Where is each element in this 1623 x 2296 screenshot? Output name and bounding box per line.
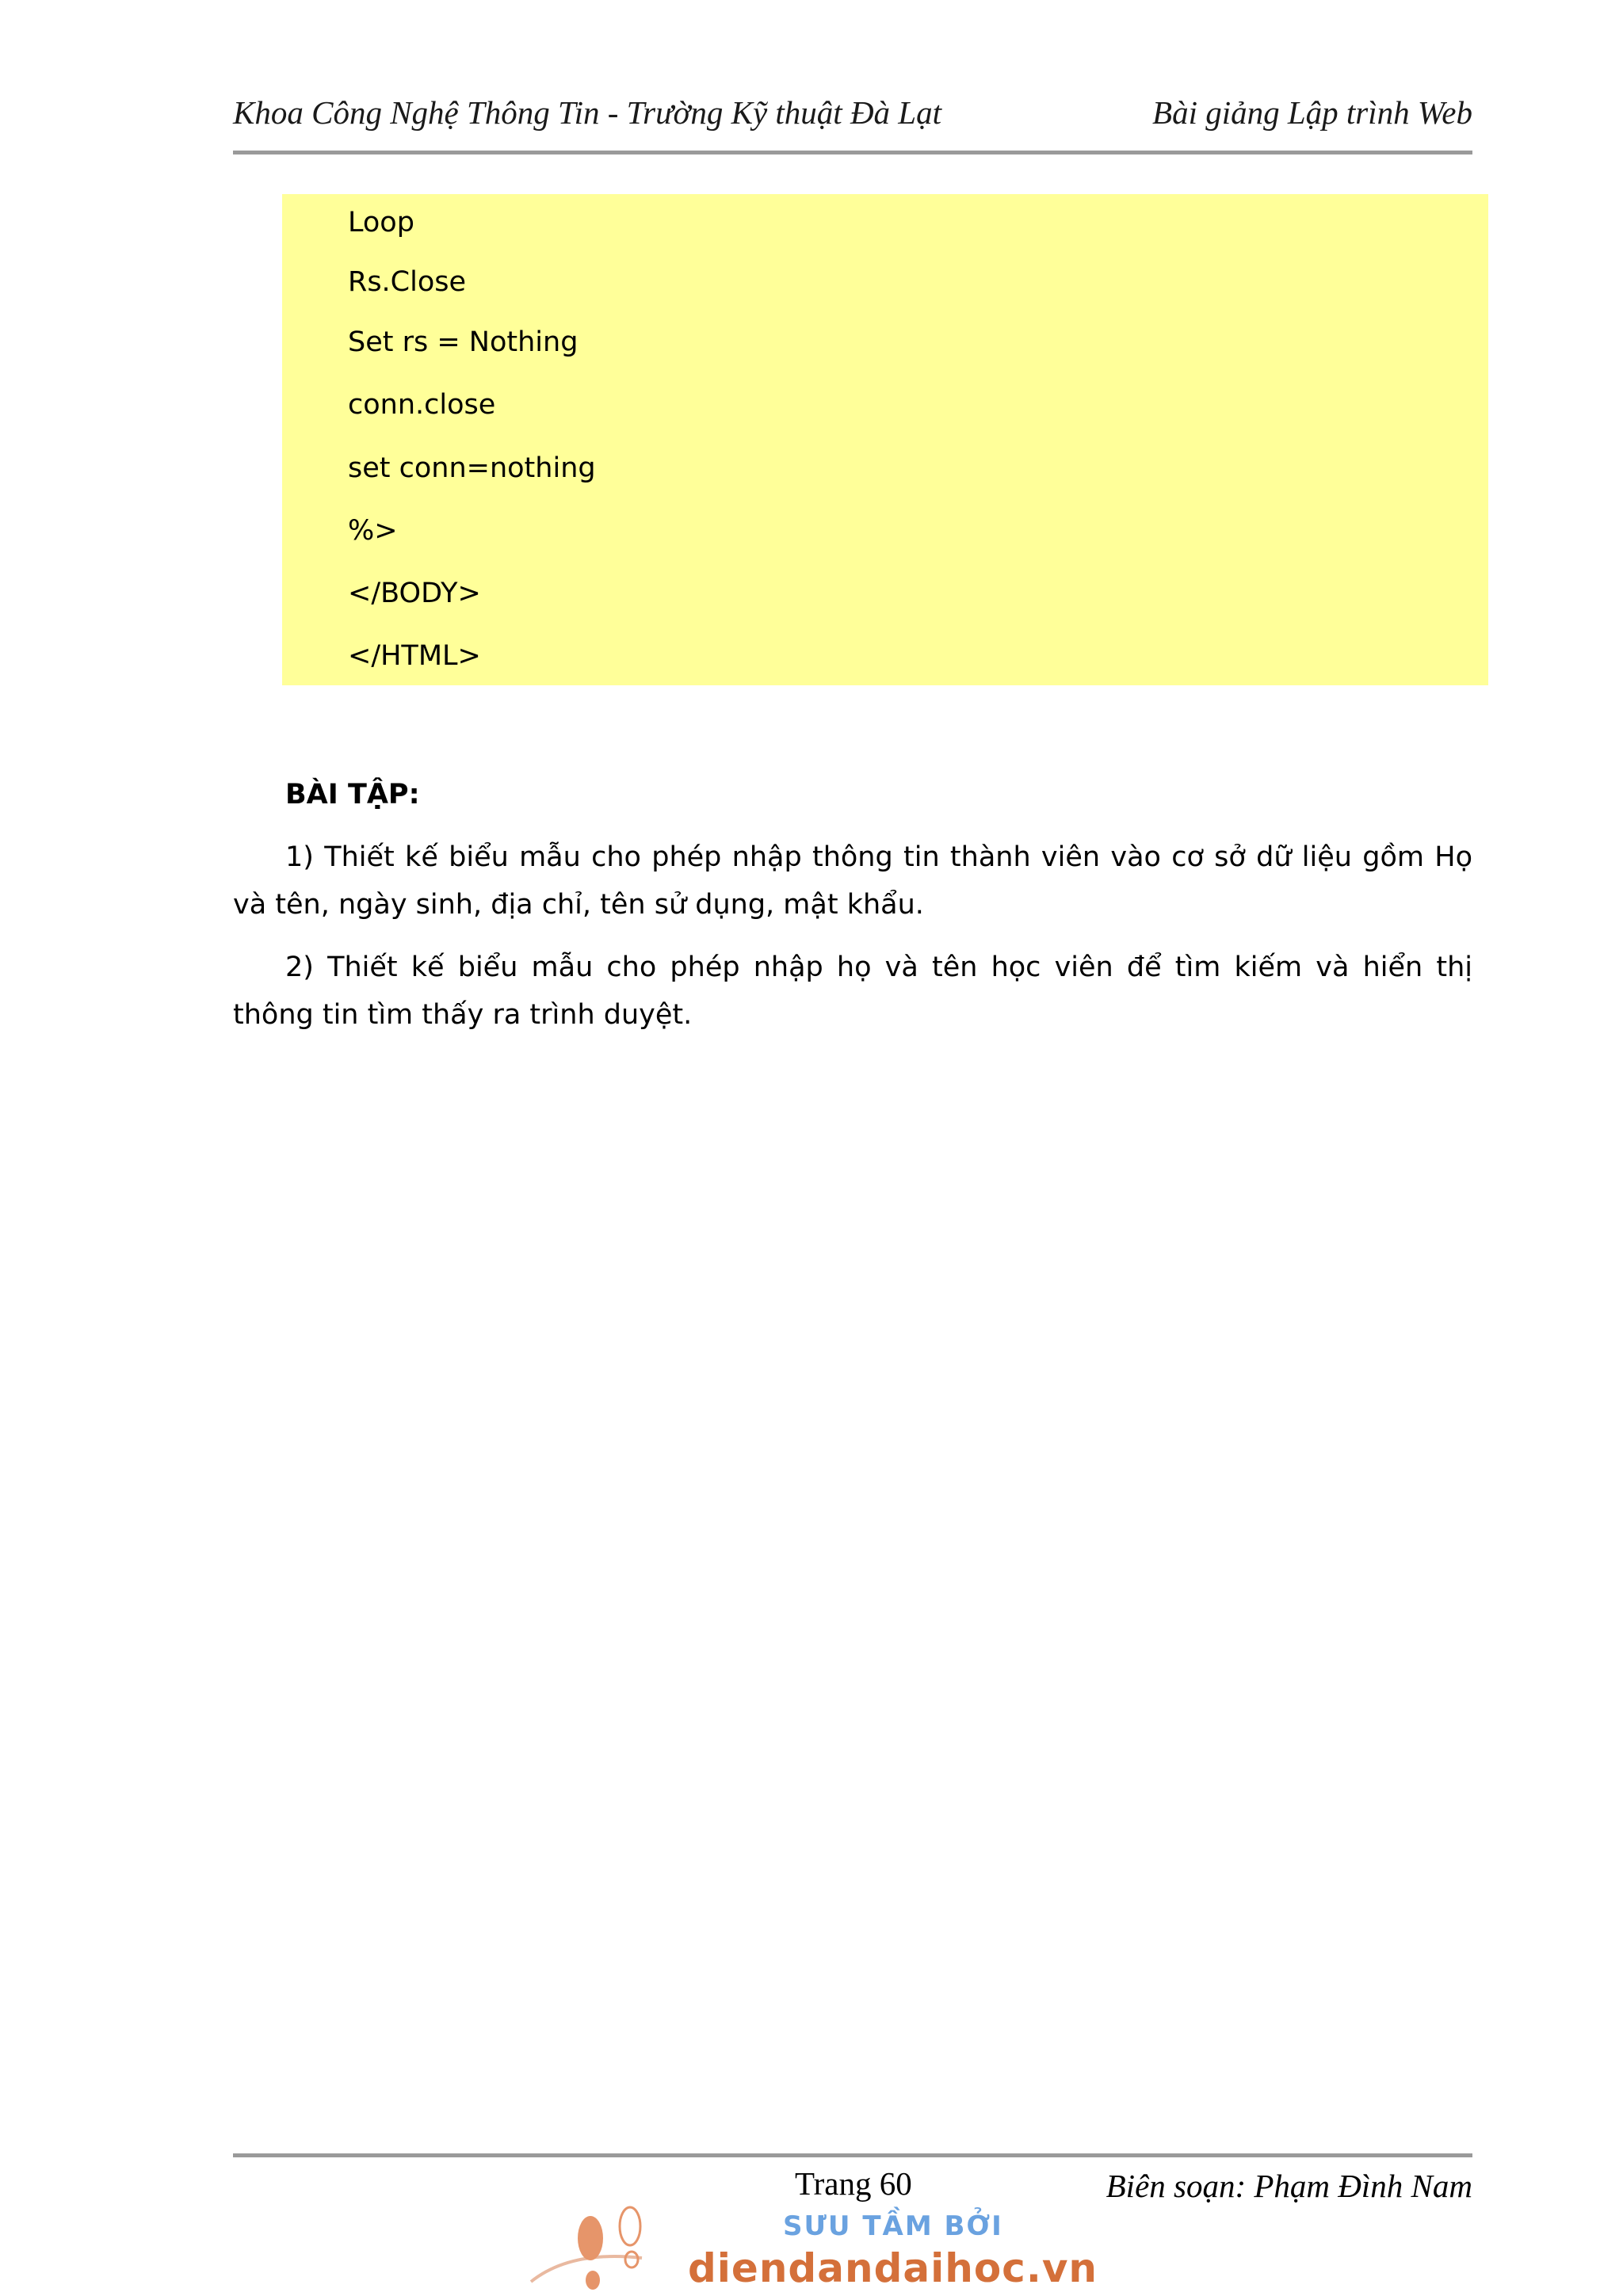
code-line: </HTML> [348, 640, 481, 672]
code-block [282, 194, 1488, 685]
code-line: </BODY> [348, 578, 481, 609]
page-header [233, 93, 1472, 141]
footer-author: Biên soạn: Phạm Đình Nam [1106, 2168, 1472, 2204]
code-line: Set rs = Nothing [348, 326, 579, 358]
watermark-caption: SƯU TẦM BỞI [783, 2210, 1003, 2242]
footer-rule [233, 2153, 1472, 2157]
code-line: %> [348, 515, 398, 547]
code-line: set conn=nothing [348, 452, 596, 484]
code-line: Rs.Close [348, 266, 467, 298]
watermark-site: diendandaihoc.vn [688, 2245, 1098, 2291]
page-number: Trang 60 [795, 2165, 912, 2202]
code-line: conn.close [348, 389, 496, 421]
watermark-logo [523, 2195, 1098, 2296]
code-line: Loop [348, 207, 414, 238]
exercise-item: 1) Thiết kế biểu mẫu cho phép nhập thông tin thành viên vào cơ sở dữ liệu gồm Họ và tên, ngày sinh, địa chỉ, tên sử dụng, mật khẩu. [233, 841, 1472, 921]
exercises-heading: BÀI TẬP: [285, 779, 420, 810]
exercise-item: 2) Thiết kế biểu mẫu cho phép nhập họ và tên học viên để tìm kiếm và hiển thị thông tin tìm thấy ra trình duyệt. [233, 952, 1472, 1031]
footprints-icon [523, 2195, 697, 2296]
header-course-title: Bài giảng Lập trình Web [1152, 94, 1472, 131]
header-faculty: Khoa Công Nghệ Thông Tin - Trường Kỹ thuật Đà Lạt [233, 94, 941, 131]
header-rule [233, 151, 1472, 154]
